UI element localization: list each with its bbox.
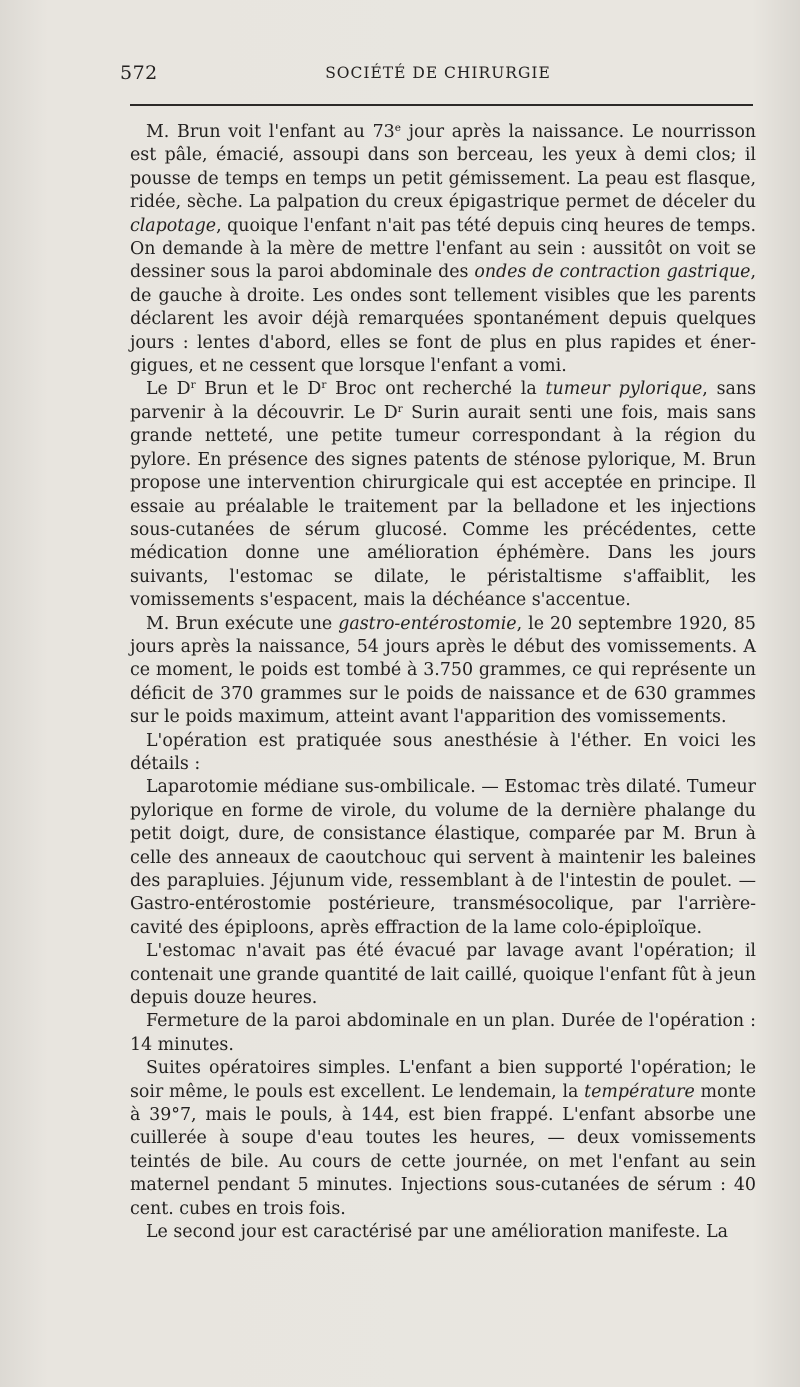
italic-term: ondes de contraction gastrique [474, 262, 751, 283]
text-run: Le D [146, 379, 191, 400]
text-run: Brun et le D [195, 379, 322, 400]
body-text [130, 121, 756, 1245]
text-run: M. Brun exécute une [146, 613, 339, 634]
paragraph-1 [130, 121, 756, 378]
text-run: M. Brun voit l'enfant au 73 [146, 122, 395, 142]
header-title: SOCIÉTÉ DE CHIRURGIE [325, 64, 551, 82]
paragraph-6: L'estomac n'avait pas été évacué par lavage avant l'opération; il contenait une grande quantité de lait caillé, quoique l'enfant fût à jeun depuis douze heures. [130, 941, 756, 1009]
paragraph-3 [130, 613, 756, 730]
paragraph-7: Fermeture de la paroi abdominale en un plan. Durée de l'opération : 14 minutes. [130, 1011, 756, 1055]
superscript: e [394, 122, 401, 134]
superscript: r [190, 379, 196, 392]
paragraph-4: L'opération est pratiquée sous anesthésie à l'éther. En voici les détails : [130, 730, 756, 774]
text-run: Suites opératoires simples. L'enfant a bien supporté l'opération; le soir même, le pouls est excellent. Le lendemain, la [130, 1058, 756, 1102]
text-run: jour après la naissance. Le nourrisson est pâle, émacié, assoupi dans son berceau, les yeux à demi clos; il pousse de temps en temps un petit gémissement. La peau est flasque, ridée, sèche. La palpation du creux épigastrique permet de déceler du [130, 122, 757, 213]
superscript: r [397, 402, 403, 415]
italic-term: température [584, 1081, 695, 1102]
text-run: Surin aurait senti une fois, mais sans grande netteté, une petite tumeur correspondant à la région du pylore. En présence des signes patents de sténose pylorique, M. Brun propose une intervention chirurgicale qui est acceptée en principe. Il essaie au préalable le traitement par la belladone et les injections sous-cutanées de sérum glucosé. Comme les précédentes, cette médication donne une amélioration éphémère. Dans les jours suivants, l'estomac se dilate, le péristaltisme s'affaiblit, les vomissements s'espacent, mais la déchéance s'accentue. [130, 402, 756, 611]
paragraph-8 [130, 1057, 756, 1221]
running-header [120, 62, 756, 90]
superscript: r [321, 379, 327, 392]
paragraph-5: Laparotomie médiane sus-ombilicale. — Estomac très dilaté. Tumeur pylorique en forme de virole, du volume de la dernière phalange du petit doigt, dure, de consistance élastique, comparée par M. Brun à celle des anneaux de caoutchouc qui servent à maintenir les baleines des parapluies. Jéjunum vide, ressemblant à de l'intestin de poulet. — Gastro-entérostomie postérieure, transmésocolique, par l'arrière-cavité des épiploons, après effraction de la lame colo-épiploïque. [130, 777, 756, 938]
italic-term: tumeur pylorique [545, 379, 703, 400]
text-run: Broc ont recherché la [326, 379, 546, 400]
header-rule [130, 104, 753, 106]
text-run: , sans parvenir à la découvrir. Le D [130, 379, 757, 423]
page-number: 572 [120, 62, 158, 84]
paragraph-2 [130, 378, 756, 612]
italic-term: clapotage [130, 215, 217, 236]
text-run: , quoique l'enfant n'ait pas tété depuis cinq heures de temps. On demande à la mère de mettre l'enfant au sein : aussitôt on voit se dessiner sous la paroi abdominale des [130, 215, 756, 283]
text-run: , le 20 septembre 1920, 85 jours après la naissance, 54 jours après le début des vomissements. A ce moment, le poids est tombé à 3.750 grammes, ce qui représente un déficit de 370 grammes sur le poids de naissance et de 630 grammes sur le poids maximum, atteint avant l'apparition des vomissements. [130, 613, 756, 728]
paragraph-9: Le second jour est caractérisé par une amélioration manifeste. La [146, 1222, 728, 1243]
text-run: monte à 39°7, mais le pouls, à 144, est bien frappé. L'enfant absorbe une cuillerée à soupe d'eau toutes les heures, — deux vomissements teintés de bile. Au cours de cette journée, on met l'enfant au sein maternel pendant 5 minutes. Injections sous-cutanées de sérum : 40 cent. cubes en trois fois. [130, 1081, 756, 1219]
italic-term: gastro-entérostomie [338, 613, 517, 634]
text-run: , de gauche à droite. Les ondes sont tellement visibles que les parents déclarent les avoir déjà remarquées spontanément depuis quelques jours : lentes d'abord, elles se font de plus en plus rapides et éner-gigues, et ne cessent que lorsque l'enfant a vomi. [130, 262, 757, 377]
